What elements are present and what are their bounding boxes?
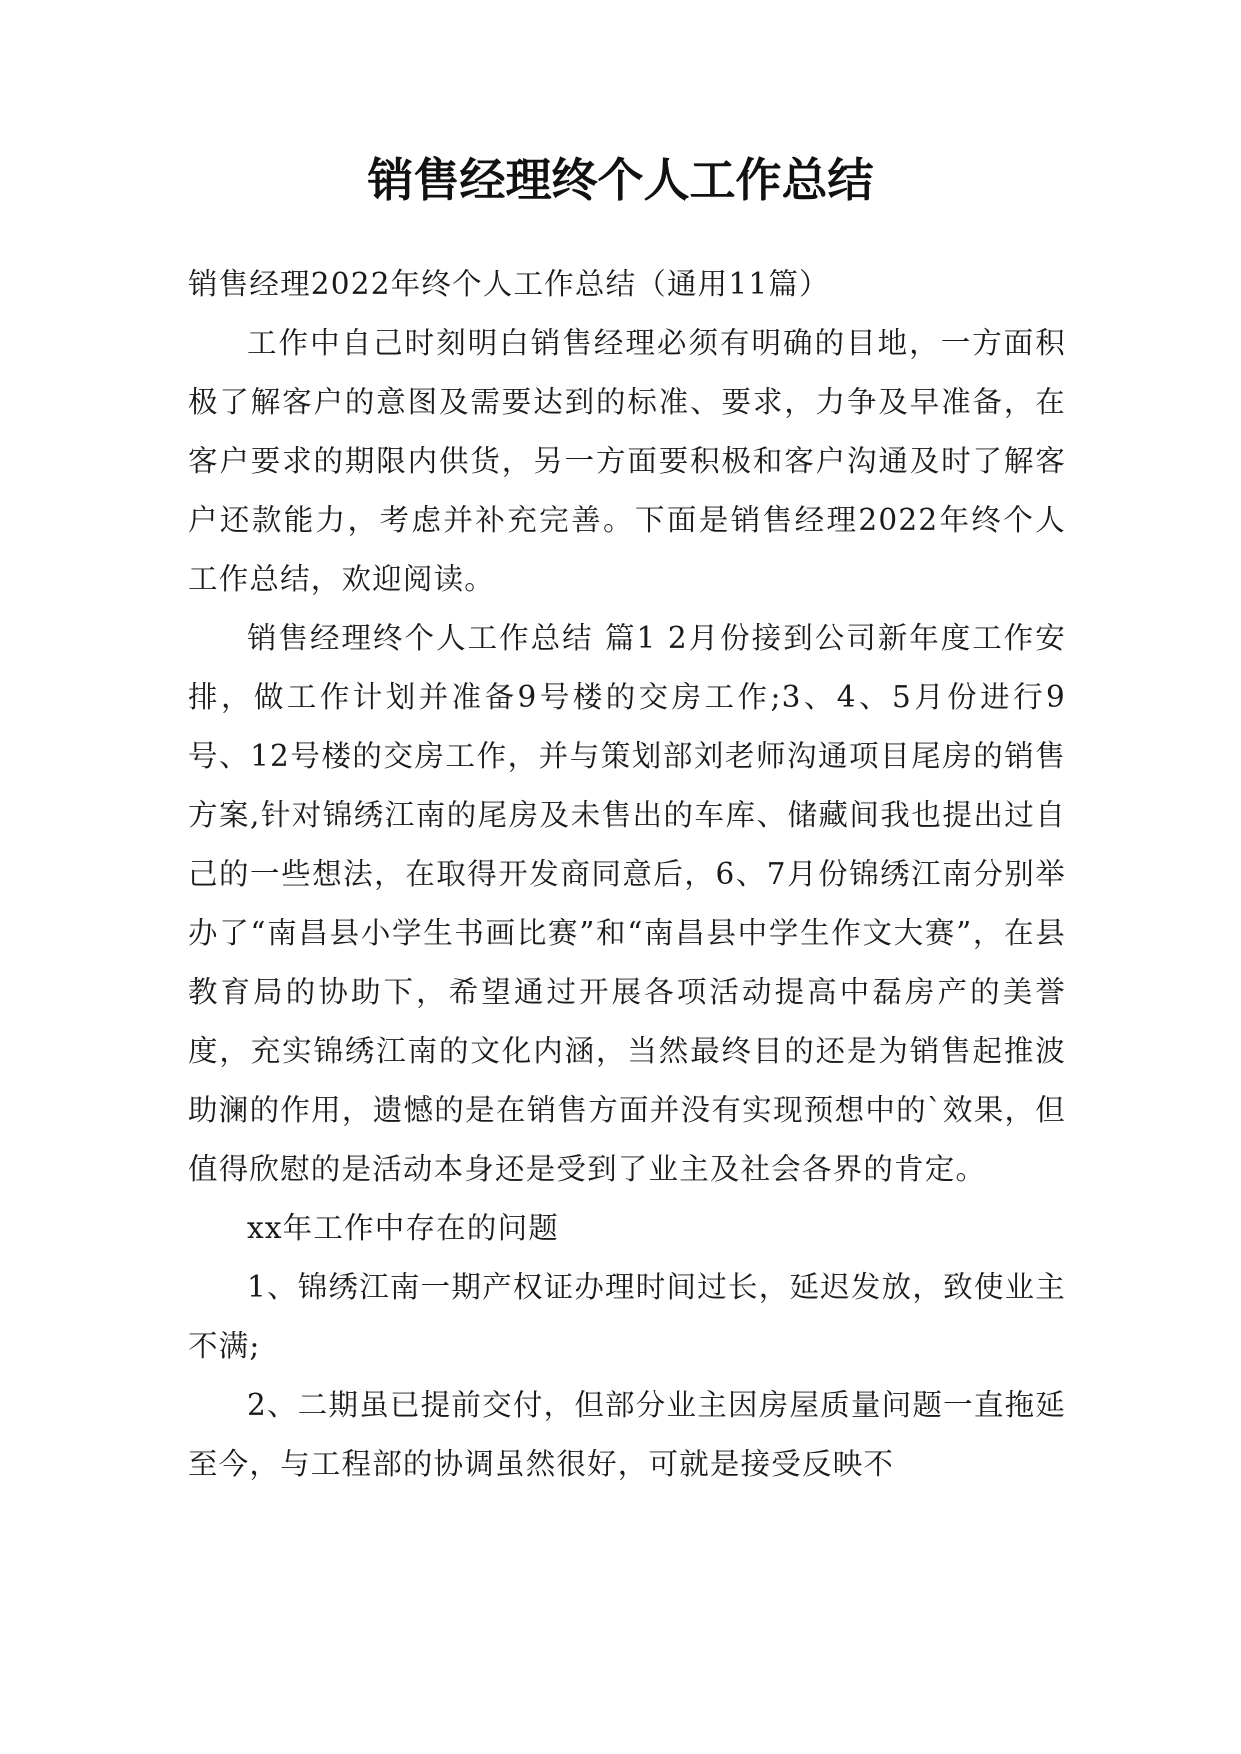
problems-heading: xx年工作中存在的问题 bbox=[247, 1211, 559, 1245]
intro-paragraph: 工作中自己时刻明白销售经理必须有明确的目地，一方面积极了解客户的意图及需要达到的标准、要求，力争及早准备，在客户要求的期限内供货，另一方面要积极和客户沟通及时了解客户还款能力，考虑并补充完善。下面是销售经理2022年终个人工作总结，欢迎阅读。 bbox=[188, 326, 1066, 596]
subtitle-line: 销售经理2022年终个人工作总结（通用11篇） bbox=[188, 267, 830, 301]
document-title: 销售经理终个人工作总结 bbox=[367, 153, 874, 207]
problem-item-2: 2、二期虽已提前交付，但部分业主因房屋质量问题一直拖延至今，与工程部的协调虽然很好，可就是接受反映不 bbox=[188, 1388, 1066, 1481]
document-body bbox=[188, 255, 1066, 1494]
problem-item-1: 1、锦绣江南一期产权证办理时间过长，延迟发放，致使业主不满; bbox=[188, 1270, 1066, 1363]
section-paragraph-1: 销售经理终个人工作总结 篇1 2月份接到公司新年度工作安排，做工作计划并准备9号楼的交房工作;3、4、5月份进行9号、12号楼的交房工作，并与策划部刘老师沟通项目尾房的销售方案,针对锦绣江南的尾房及未售出的车库、储藏间我也提出过自己的一些想法，在取得开发商同意后，6、7月份锦绣江南分别举办了“南昌县小学生书画比赛”和“南昌县中学生作文大赛”，在县教育局的协助下，希望通过开展各项活动提高中磊房产的美誉度，充实锦绣江南的文化内涵，当然最终目的还是为销售起推波助澜的作用，遗憾的是在销售方面并没有实现预想中的`效果，但值得欣慰的是活动本身还是受到了业主及社会各界的肯定。 bbox=[188, 621, 1066, 1186]
